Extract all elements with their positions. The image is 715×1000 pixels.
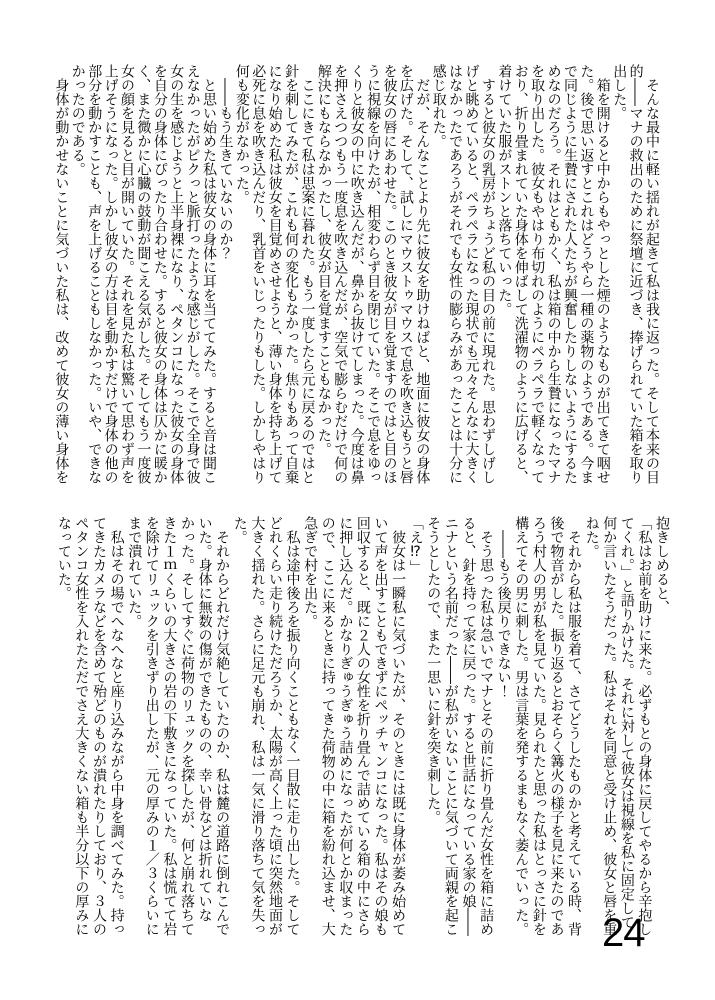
paragraph: ここにきて私は思案に暮れた。もう一度したら元に戻るのではと針を刺してみたが、これも何の変化もなかった。焦りもあって自棄になり始めた私は彼女を目覚めさせようと、薄い身体を持ち上げて必死に息を吹き込んだり、乳首をいじったりもした。しかしやはり何も変化がなかった。	[234, 64, 317, 484]
page-number: 24	[602, 911, 645, 955]
paragraph: 私は途中後ろを振り向くこともなく一目散に走り出した。そしてどれくらい走り続けただろうか、太陽が高く上った頃に突然地面が大きく揺れた。さらに足元も崩れ、私は一気に滑り落ちて気を失った。	[232, 516, 302, 936]
paragraph: そんな最中に軽い揺れが起きて私は我に返った。そして本来の目的――マナの救出のために祭壇に近づき、捧げられていた箱を取り出した。	[612, 64, 661, 484]
paragraph: 「え⁉」	[408, 516, 425, 574]
paragraph: 私はその場でへなへなと座り込みながら中身を調べてみた。持ってきたカメラなどを含めて殆どのものが潰れたりしており、３人のペタンコ女性を入れたただでさえ大きくない箱も半分以下の厚みになっていた。	[56, 516, 126, 936]
text-block-top	[49, 64, 661, 486]
paragraph: それからどれだけ気絶していたのか、私は麓の道路に倒れこんでいた。身体に無数の傷ができたものの、幸い骨などは折れていなかった。そしてすぐに荷物のリュックを探したが、何と崩れ落ちてきた１ｍくらいの大きさの岩の下敷きになっていた。私は慌てて岩を除けてリュックを引きずり出したが、元の厚みの１／３くらいにまで潰れていた。	[127, 516, 232, 936]
paragraph: だが、そんなことより先に彼女を助けねばと、地面に彼女の身体を広げた。そして、試しにマウストゥマウスで息を吹き込もうと唇を彼女の唇にあわせた。このとき彼女が目を覚ますのではと目のほうに視線を向けたが、相変わらず目を閉じていた。そこで息をゆっくりと彼女の中に吹き込んだが、鼻から抜けてしまった。今度は鼻を押さえつつもう一度息を吹き込んだが、空気で膨らむだけで何の解決にもならなかったし、彼女が目を覚ますこともなかった。	[316, 64, 432, 484]
paragraph: 身体が動かせないことに気づいた私は、改めて彼女の薄い身体を	[54, 64, 71, 484]
paragraph: ――もう生きていないのか？	[218, 64, 235, 260]
paragraph: 「私はお前を助けに来た。必ずもとの身体に戻してやるから辛抱してくれ。」と語りかけた。それに対して彼女は視線を私に固定して何か言いたそうだった。私はそれを同意と受け止め、彼女と唇を重ねた。	[584, 516, 654, 936]
text-block-bottom	[51, 516, 671, 938]
paragraph: すると彼女の乳房がちょうど私の目の前に現れた。思わずしげしげと眺めていると、ペラペラになった現状でも元々そんなに大きくはなかったであろうがそれでも女性の膨らみがあったことは十分に感じ取れた。	[431, 64, 497, 484]
paragraph: そう思った私は急いでマナとその前に折り畳んだ女性を箱に詰めると、針を持って家に戻った。すると世話になっている家の娘――ニナという名前だった――が私がいないことに気づいて両親を起こそうとしたので、また一思いに針を突き刺した。	[426, 516, 496, 936]
paragraph: 箱を開けると中からもやっとした煙のようなものが出てきて咽せた。後で思い返すとこれはどうやら一種の薬物のようである。今まで同じように生贄にされた人たちが興奮したりしないようにするためなのだろう。それはともかく、私は箱の中から生贄になったマナを取り出した。彼女もやはり布切れのようにペラペラで軽くなっており、折り畳まれていた身体を伸ばして洗濯物のように広げると、着けていた服がストンと落ちていった。	[497, 64, 612, 484]
paragraph: 彼女は一瞬私に気づいたが、そのときには既に身体が萎み始めていて声を出すこともできずにペッチャンコになった。私はその娘も回収すると、既に２人の女性を折り畳んで詰めている箱の中にさらに押し込んだ。かなりぎゅうぎゅう詰めになったが何とか収まったので、ここに来るときに持ってきた荷物の中に箱を紛れ込ませ、大急ぎで村を出た。	[303, 516, 408, 936]
paragraph: ――もう後戻りできない！	[496, 516, 513, 698]
paragraph: と思い始めた私は彼女の身体に耳を当ててみた。すると音は聞こえなかったがピクっと脈打ったような感じがした。そこで全身で彼女の生を感じようと上半身裸になり、ペタンコになった彼女の身体を自分の身体にぴったり合わせた。すると彼女の身体は仄かに暖かく、また微かに心臓の鼓動が聞こえる気がした。そしてもう一度彼女の顔を見ると目が開いていた。それを見た私は驚いて思わず声を上げそうになった。しかし彼女の方は目を動かすだけで身体の他の部分を動かすことも、声を上げることもしなかった。いや、できなかったのである。	[70, 64, 219, 484]
paragraph: 抱きしめると、	[655, 516, 671, 614]
paragraph: それから私は服を着て、さてどうしたものかと考えている時、背後で物音がした。振り返るとおそらく篝火の様子を見に来たのであろう村人の男が私を見ていた。見られたと思った私はとっさに針を構えてその男に刺した。男は言葉を発するまもなく萎んでいった。	[514, 516, 584, 936]
